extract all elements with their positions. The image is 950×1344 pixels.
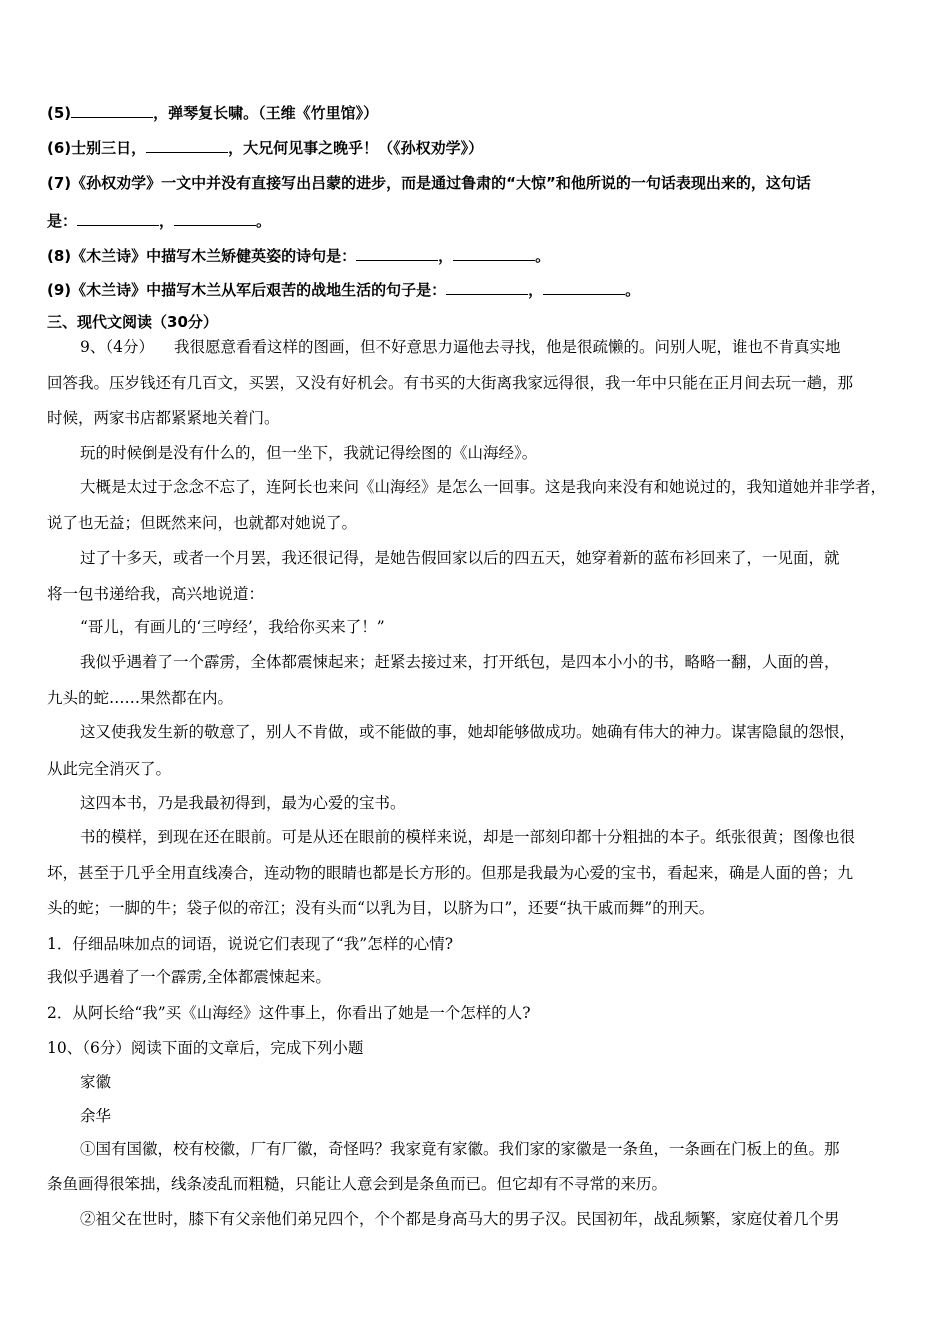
question-9-text: (9)《木兰诗》中描写木兰从军后艰苦的战地生活的句子是： bbox=[47, 281, 447, 299]
question-7-head: 是： bbox=[47, 212, 78, 230]
question-7-line-1: (7)《孙权劝学》一文中并没有直接写出吕蒙的进步，而是通过鲁肃的“大惊”和他所说的一句话表现出来的，这句话 bbox=[47, 174, 811, 192]
answer-blank[interactable] bbox=[453, 246, 535, 261]
passage-10-line: ②祖父在世时，膝下有父亲他们弟兄四个，个个都是身高马大的男子汉。民国初年，战乱频繁，家庭仗着几个男 bbox=[80, 1210, 840, 1228]
question-9 bbox=[47, 280, 640, 300]
passage-9-line: 时候，两家书店都紧紧地关着门。 bbox=[47, 409, 280, 427]
passage-10-line: ①国有国徽，校有校徽，厂有厂徽，奇怪吗？我家竟有家徽。我们家的家徽是一条鱼，一条画在门板上的鱼。那 bbox=[80, 1140, 840, 1158]
passage-9-line: 九头的蛇……果然都在内。 bbox=[47, 689, 234, 707]
passage-9-line: 大概是太过于念念不忘了，连阿长也来问《山海经》是怎么一回事。这是我向来没有和她说过的，我知道她并非学者， bbox=[80, 478, 887, 496]
passage-10-author: 余华 bbox=[80, 1107, 112, 1125]
question-7-end: 。 bbox=[256, 212, 272, 230]
question-5-text: ，弹琴复长啸。（王维《竹里馆》） bbox=[153, 104, 379, 122]
answer-blank[interactable] bbox=[543, 280, 625, 295]
answer-blank[interactable] bbox=[71, 103, 153, 118]
question-9-separator: ， bbox=[528, 281, 544, 299]
passage-9-line: 坏，甚至于几乎全用直线凑合，连动物的眼睛也都是长方形的。但那是我最为心爱的宝书，看起来，确是人面的兽；九 bbox=[47, 864, 854, 882]
passage-9-line: 头的蛇；一脚的牛；袋子似的帝江；没有头而“以乳为目，以脐为口”，还要“执干戚而舞”的刑天。 bbox=[47, 899, 715, 917]
question-9-end: 。 bbox=[625, 281, 641, 299]
passage-9-line: 回答我。压岁钱还有几百文，买罢，又没有好机会。有书买的大街离我家远得很，我一年中只能在正月间去玩一趟，那 bbox=[47, 374, 854, 392]
question-5 bbox=[47, 103, 378, 123]
question-6-text-tail: ，大兄何见事之晚乎！（《孙权劝学》） bbox=[228, 139, 484, 157]
paragraph-text: 我很愿意看看这样的图画，但不好意思力逼他去寻找，他是很疏懒的。问别人呢，谁也不肯真实地 bbox=[173, 338, 841, 356]
question-5-number: (5) bbox=[47, 104, 72, 122]
passage-10-line: 条鱼画得很笨拙，线条凌乱而粗糙，只能让人意会到是条鱼而已。但它却有不寻常的来历。 bbox=[47, 1175, 668, 1193]
sub-question-2: 2．从阿长给“我”买《山海经》这件事上，你看出了她是一个怎样的人? bbox=[47, 1004, 531, 1022]
answer-blank[interactable] bbox=[356, 246, 438, 261]
passage-9-line bbox=[80, 337, 841, 357]
question-7-separator: ， bbox=[159, 212, 175, 230]
answer-blank[interactable] bbox=[77, 211, 159, 226]
passage-9-line: 说了也无益；但既然来问，也就都对她说了。 bbox=[47, 514, 358, 532]
passage-10-title: 家徽 bbox=[80, 1073, 112, 1091]
question-8-text: (8)《木兰诗》中描写木兰矫健英姿的诗句是： bbox=[47, 247, 357, 265]
question-8 bbox=[47, 246, 550, 266]
passage-9-line: “哥儿，有画儿的‘三哼经’，我给你买来了！” bbox=[80, 618, 385, 636]
section-title: 三、现代文阅读（30分） bbox=[47, 313, 218, 331]
passage-9-line: 过了十多天，或者一个月罢，我还很记得，是她告假回家以后的四五天，她穿着新的蓝布衫回来了，一见面，就 bbox=[80, 549, 840, 567]
question-8-separator: ， bbox=[438, 247, 454, 265]
passage-10-intro: 10、（6分）阅读下面的文章后，完成下列小题 bbox=[47, 1039, 364, 1057]
passage-9-line: 这四本书，乃是我最初得到，最为心爱的宝书。 bbox=[80, 794, 406, 812]
passage-9-line: 我似乎遇着了一个霹雳，全体都震悚起来；赶紧去接过来，打开纸包，是四本小小的书，略略一翻，人面的兽， bbox=[80, 653, 840, 671]
question-6 bbox=[47, 138, 483, 158]
passage-9-line: 将一包书递给我，高兴地说道： bbox=[47, 585, 265, 603]
passage-9-line: 书的模样，到现在还在眼前。可是从还在眼前的模样来说，却是一部刻印都十分粗拙的本子。纸张很黄；图像也很 bbox=[80, 828, 856, 846]
sub-question-1: 1．仔细品味加点的词语，说说它们表现了“我”怎样的心情? bbox=[47, 935, 454, 953]
question-7-line-2 bbox=[47, 211, 271, 231]
question-6-text-head: (6)士别三日， bbox=[47, 139, 147, 157]
question-number: 9、（4分） bbox=[80, 338, 154, 356]
answer-blank[interactable] bbox=[146, 138, 228, 153]
passage-9-line: 从此完全消灭了。 bbox=[47, 760, 172, 778]
passage-9-line: 玩的时候倒是没有什么的，但一坐下，我就记得绘图的《山海经》。 bbox=[80, 444, 538, 462]
answer-blank[interactable] bbox=[174, 211, 256, 226]
answer-blank[interactable] bbox=[446, 280, 528, 295]
passage-9-line: 这又使我发生新的敬意了，别人不肯做，或不能做的事，她却能够做成功。她确有伟大的神力。谋害隐鼠的怨恨， bbox=[80, 723, 856, 741]
question-8-end: 。 bbox=[535, 247, 551, 265]
sub-question-1-quote: 我似乎遇着了一个霹雳,全体都震悚起来。 bbox=[47, 968, 331, 986]
